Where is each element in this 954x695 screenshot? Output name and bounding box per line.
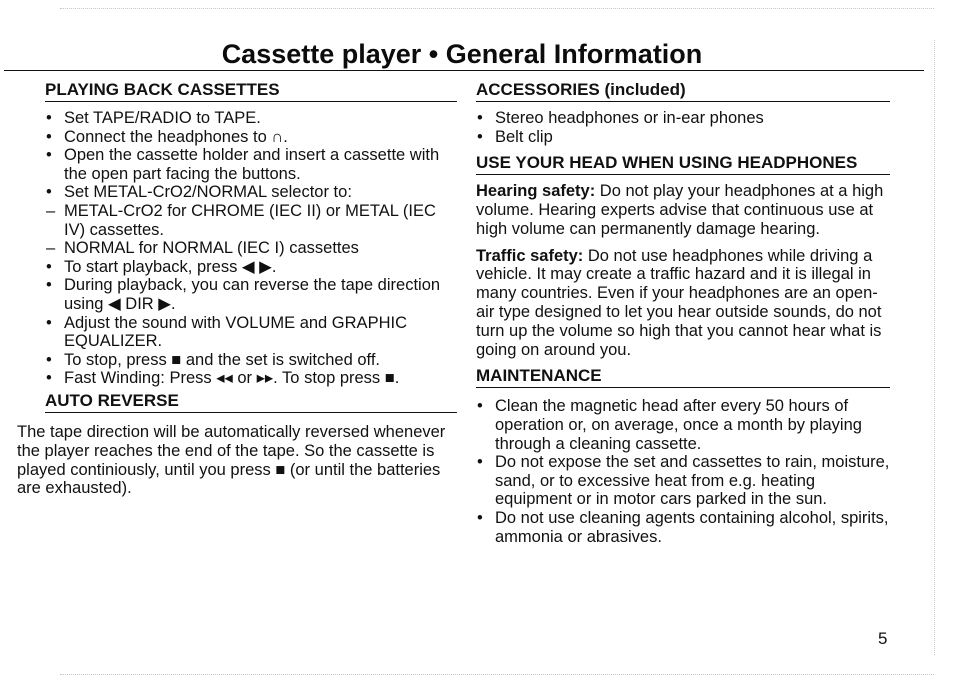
list-item-text: Do not expose the set and cassettes to rain, moisture, sand, or to excessive heat from e.g. heating equipment or in motor cars parked in the sun. — [495, 453, 890, 509]
accessories-section — [476, 80, 890, 146]
list-item-text: Open the cassette holder and insert a cassette with the open part facing the buttons. — [64, 146, 440, 183]
list-item-text: Clean the magnetic head after every 50 hours of operation or, on average, once a month by playing through a cleaning cassette. — [495, 397, 862, 453]
list-dash: – — [46, 201, 56, 220]
list-item-text: Stereo headphones or in-ear phones — [495, 109, 764, 127]
title-rule — [4, 70, 924, 71]
list-bullet: • — [46, 146, 52, 165]
playing-back-heading: PLAYING BACK CASSETTES — [45, 80, 457, 102]
list-item-text: Do not use cleaning agents containing alcohol, spirits, ammonia or abrasives. — [495, 508, 889, 546]
list-bullet: • — [46, 276, 52, 295]
list-bullet: • — [477, 109, 483, 127]
scan-noise-bottom — [60, 674, 934, 685]
list-bullet: • — [46, 127, 52, 146]
maintenance-section — [476, 366, 890, 546]
list-item-text: METAL-CrO2 for CHROME (IEC II) or METAL (IEC IV) cassettes. — [64, 201, 436, 239]
list-item — [45, 351, 457, 370]
traffic-safety-paragraph — [476, 247, 890, 360]
headphones-section — [476, 153, 890, 359]
list-item — [45, 239, 457, 258]
left-column — [17, 80, 457, 498]
page-number: 5 — [878, 629, 888, 648]
headphones-heading: USE YOUR HEAD WHEN USING HEADPHONES — [476, 153, 890, 175]
list-item-text: Set TAPE/RADIO to TAPE. — [64, 109, 261, 127]
list-bullet: • — [46, 109, 52, 127]
list-item-text: Adjust the sound with VOLUME and GRAPHIC EQUALIZER. — [64, 313, 407, 351]
list-item — [45, 369, 457, 388]
list-bullet: • — [477, 453, 483, 472]
list-bullet: • — [46, 257, 52, 276]
list-bullet: • — [477, 397, 483, 416]
list-item-text: To stop, press ■ and the set is switched off. — [64, 350, 380, 369]
list-item — [476, 128, 890, 147]
traffic-safety-label: Traffic safety: — [476, 246, 584, 265]
list-item — [45, 183, 457, 202]
list-bullet: • — [46, 369, 52, 388]
auto-reverse-heading: AUTO REVERSE — [45, 391, 457, 413]
list-item — [45, 258, 457, 277]
list-item — [476, 397, 890, 453]
list-dash: – — [46, 239, 56, 258]
list-item-text: NORMAL for NORMAL (IEC I) cassettes — [64, 239, 359, 258]
list-bullet: • — [477, 508, 483, 527]
accessories-heading: ACCESSORIES (included) — [476, 80, 890, 102]
list-item-text: During playback, you can reverse the tape direction using ◀ DIR ▶. — [64, 276, 441, 313]
list-item-text: Fast Winding: Press ◂◂ or ▸▸. To stop press ■. — [64, 369, 400, 388]
list-item — [476, 509, 890, 546]
list-item — [45, 146, 457, 183]
scan-noise-right — [934, 40, 936, 655]
traffic-safety-text: Do not use headphones while driving a vehicle. It may create a traffic hazard and it is illegal in many countries. Even if your headphones are an open-air type designed to let you hear outside sounds, do not turn up the volume so high that you cannot hear what is going on around you. — [476, 246, 882, 359]
scan-noise-top — [60, 8, 934, 19]
list-item-text: Connect the headphones to ∩. — [64, 127, 288, 146]
list-bullet: • — [46, 183, 52, 202]
hearing-safety-label: Hearing safety: — [476, 182, 596, 201]
playing-back-section — [45, 80, 457, 388]
list-item — [45, 109, 457, 128]
list-bullet: • — [46, 350, 52, 369]
list-item — [45, 128, 457, 147]
auto-reverse-text: The tape direction will be automatically reversed whenever the player reaches the end of the tape. So the cassette is played continiously, until you press ■ (or until the batteries are exhausted). — [17, 422, 446, 498]
hearing-safety-text: Do not play your headphones at a high volume. Hearing experts advise that continuous use at high volume can permanently damage hearing. — [476, 182, 884, 238]
list-item-text: Belt clip — [495, 127, 553, 146]
maintenance-list — [476, 397, 890, 546]
list-bullet: • — [46, 313, 52, 332]
list-item — [476, 453, 890, 509]
maintenance-heading: MAINTENANCE — [476, 366, 890, 388]
list-bullet: • — [477, 127, 483, 146]
right-column — [476, 80, 890, 546]
list-item-text: Set METAL-CrO2/NORMAL selector to: — [64, 183, 352, 202]
list-item — [45, 202, 457, 239]
accessories-list — [476, 109, 890, 146]
auto-reverse-section — [17, 390, 457, 498]
page-title: Cassette player • General Information — [221, 39, 703, 69]
hearing-safety-paragraph — [476, 182, 890, 238]
playing-back-list — [45, 109, 457, 388]
list-item-text: To start playback, press ◀ ▶. — [64, 257, 277, 276]
list-item — [45, 314, 457, 351]
list-item — [476, 109, 890, 128]
list-item — [45, 276, 457, 313]
